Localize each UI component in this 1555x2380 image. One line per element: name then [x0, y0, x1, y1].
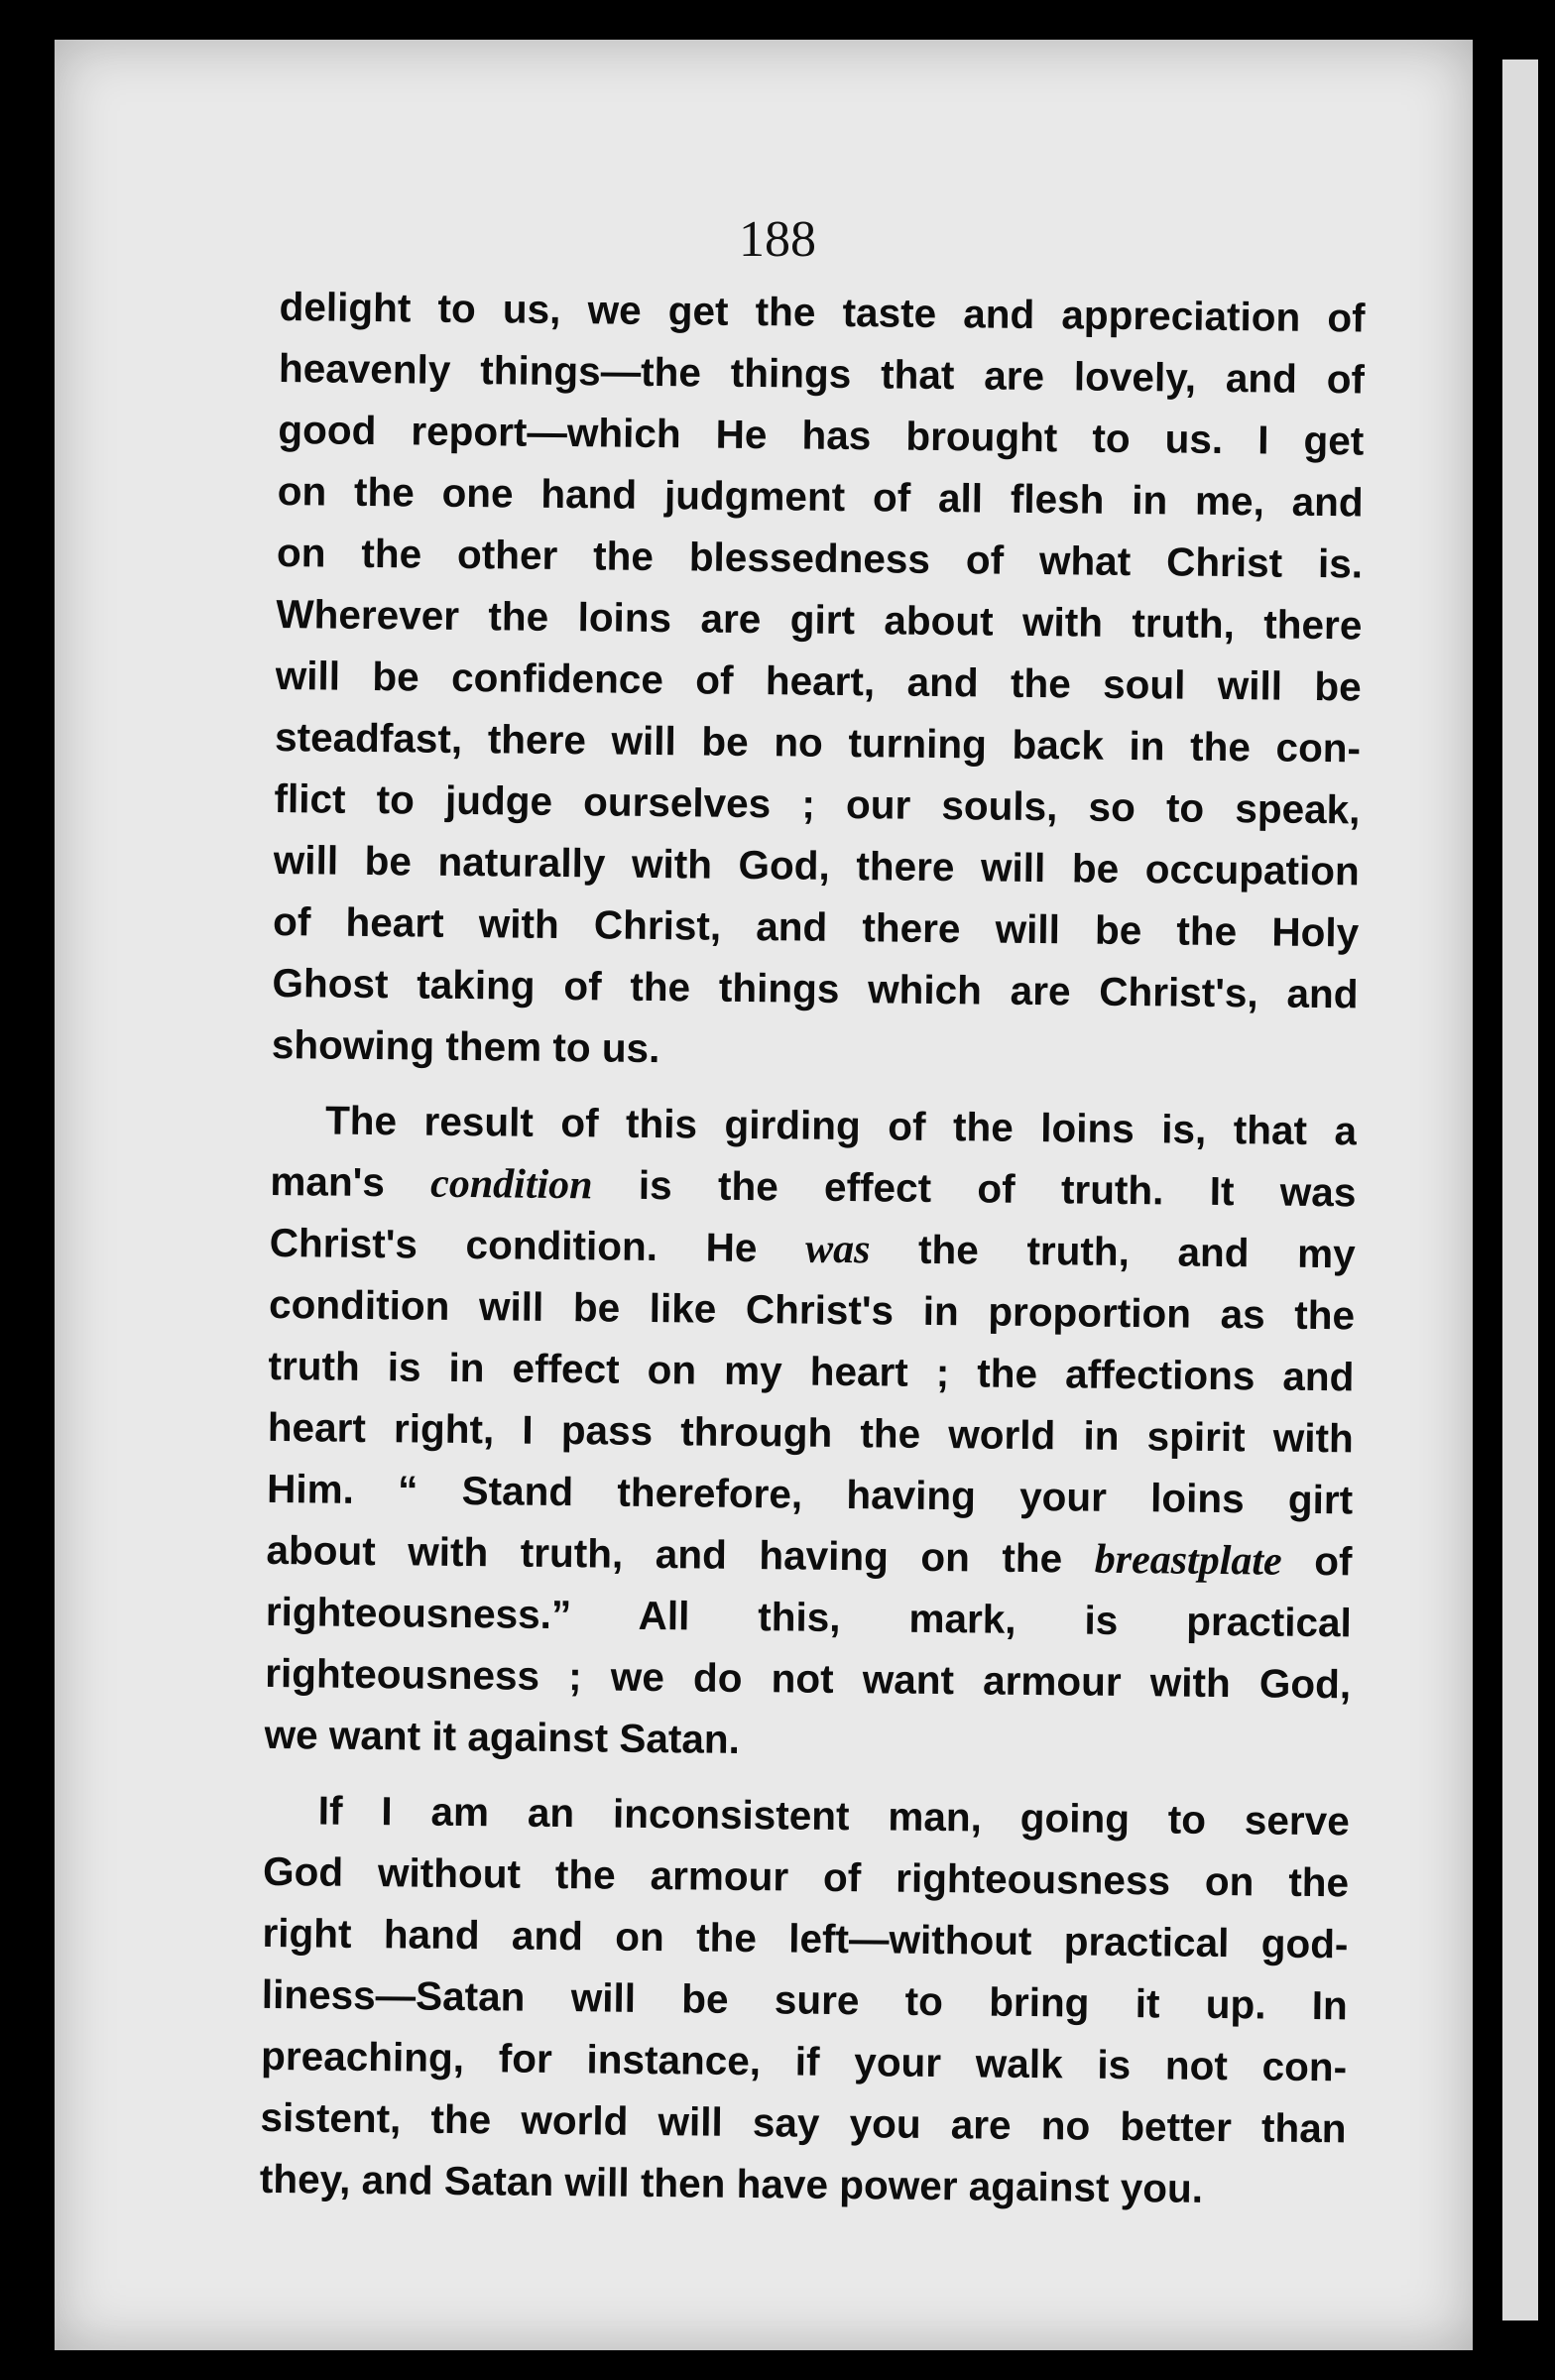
text-line: flict to judge ourselves ; our souls, so to speak,: [274, 774, 1361, 833]
text-line: they, and Satan will then have power against you.: [259, 2155, 1204, 2211]
text-line: righteousness ; we do not want armour with God,: [265, 1649, 1352, 1708]
text-line: [269, 1212, 1356, 1284]
text-line: heart right, I pass through the world in spirit with: [267, 1403, 1355, 1462]
text-line: liness—Satan will be sure to bring it up. In: [261, 1970, 1349, 2029]
text-line: If I am an inconsistent man, going to serve: [317, 1787, 1350, 1844]
text-line: we want it against Satan.: [264, 1711, 741, 1762]
text-line: will be naturally with God, there will be occupation: [273, 836, 1361, 894]
text-line: right hand and on the left—without practical god-: [262, 1909, 1349, 1967]
page-number: 188: [739, 211, 816, 268]
italic-word: breastplate: [1094, 1536, 1282, 1585]
body-text: [260, 276, 1366, 2220]
italic-word: condition: [429, 1160, 593, 1209]
text-line: [266, 1519, 1353, 1592]
text-line: preaching, for instance, if your walk is not con-: [260, 2032, 1348, 2090]
text-run: the truth, and my: [870, 1226, 1356, 1277]
paragraph-3: [260, 1779, 1350, 2220]
text-line: of heart with Christ, and there will be the Holy: [272, 897, 1360, 956]
text-line: Ghost taking of the things which are Christ's, and: [272, 959, 1359, 1017]
text-line: on the one hand judgment of all flesh in me, and: [277, 467, 1364, 526]
text-line: showing them to us.: [271, 1020, 660, 1072]
text-line: Wherever the loins are girt about with truth, there: [276, 590, 1363, 649]
text-line: condition will be like Christ's in proportion as the: [268, 1280, 1356, 1339]
text-run: about with truth, and having on the: [266, 1526, 1095, 1582]
text-line: delight to us, we get the taste and appreciation of: [279, 283, 1366, 341]
text-line: on the other the blessedness of what Christ is.: [276, 529, 1364, 587]
italic-word: was: [804, 1226, 871, 1273]
paragraph-1: [272, 276, 1366, 1086]
paragraph-indent: [264, 1824, 318, 1825]
text-run: of: [1281, 1537, 1353, 1585]
text-line: truth is in effect on my heart ; the affections and: [268, 1342, 1355, 1400]
text-line: [270, 1150, 1357, 1223]
text-run: man's: [270, 1157, 431, 1206]
text-line: righteousness.” All this, mark, is practical: [265, 1588, 1353, 1646]
text-line: steadfast, there will be no turning back in the con-: [274, 713, 1362, 772]
text-line: God without the armour of righteousness on the: [262, 1847, 1350, 1906]
text-run: is the effect of truth. It was: [592, 1161, 1357, 1216]
text-line: sistent, the world will say you are no better than: [260, 2093, 1347, 2152]
text-line: good report—which He has brought to us. I get: [278, 406, 1365, 464]
text-line: The result of this girding of the loins is, that a: [324, 1097, 1358, 1154]
text-line: heavenly things—the things that are lovely, and of: [278, 344, 1366, 403]
text-line: will be confidence of heart, and the soul will be: [275, 652, 1362, 710]
paragraph-indent: [271, 1133, 325, 1134]
paragraph-2: [264, 1089, 1357, 1776]
adjacent-page-edge: [1502, 60, 1538, 2320]
text-run: Christ's condition. He: [269, 1219, 806, 1271]
text-line: Him. “ Stand therefore, having your loins girt: [266, 1465, 1354, 1523]
